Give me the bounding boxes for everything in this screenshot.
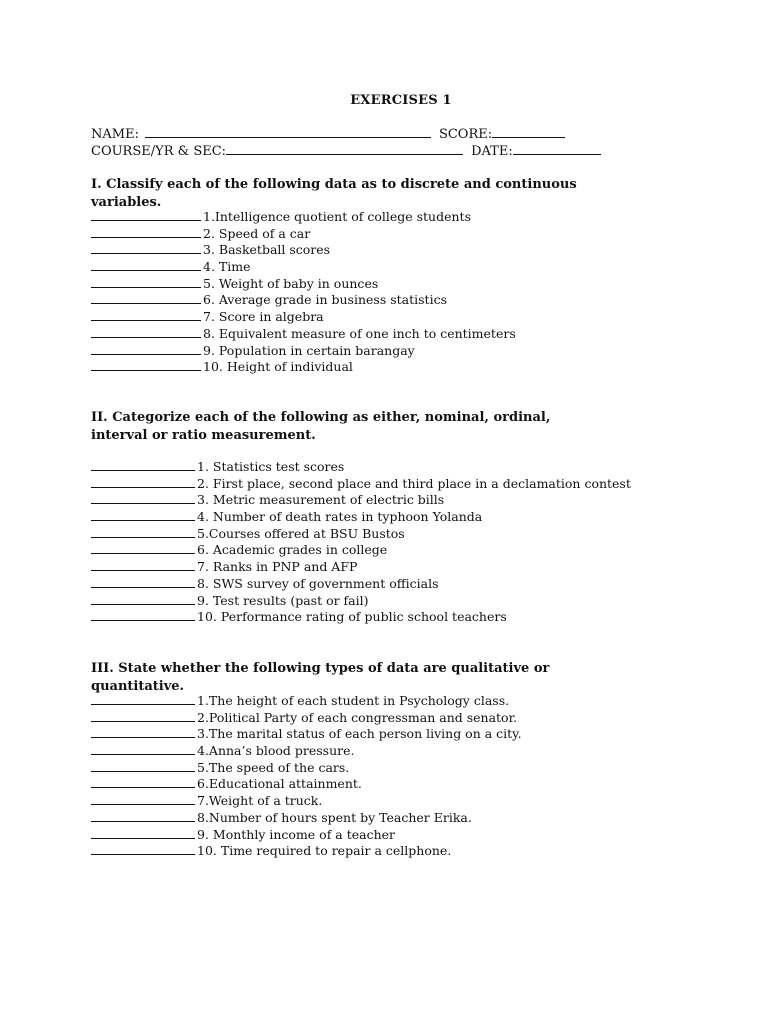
list-item — [91, 726, 522, 743]
answer-blank[interactable] — [91, 276, 201, 288]
section-3-instruction: III. State whether the following types of data are qualitative or quantitative. — [91, 661, 550, 694]
item-text: 5.Courses offered at BSU Bustos — [197, 525, 405, 541]
date-field[interactable] — [513, 143, 601, 155]
list-item — [91, 492, 631, 509]
item-text: 6. Average grade in business statistics — [203, 292, 447, 308]
list-item — [91, 209, 516, 226]
answer-blank[interactable] — [91, 593, 195, 605]
item-text: 3.The marital status of each person living on a city. — [197, 726, 522, 742]
item-text: 9. Test results (past or fail) — [197, 592, 369, 608]
list-item — [91, 827, 522, 844]
item-text: 2. Speed of a car — [203, 225, 311, 241]
item-text: 10. Height of individual — [203, 359, 353, 375]
item-text: 3. Basketball scores — [203, 242, 331, 258]
list-item — [91, 710, 522, 727]
item-text: 7. Ranks in PNP and AFP — [197, 559, 358, 575]
list-item — [91, 509, 631, 526]
answer-blank[interactable] — [91, 609, 195, 621]
answer-blank[interactable] — [91, 292, 201, 304]
course-label: COURSE/YR & SEC: — [91, 144, 227, 159]
answer-blank[interactable] — [91, 743, 195, 755]
list-item — [91, 542, 631, 559]
list-item — [91, 843, 522, 860]
item-text: 7.Weight of a truck. — [197, 793, 323, 809]
answer-blank[interactable] — [91, 843, 195, 855]
answer-blank[interactable] — [91, 242, 201, 254]
item-text: 9. Population in certain barangay — [203, 342, 415, 358]
answer-blank[interactable] — [91, 559, 195, 571]
item-text: 8.Number of hours spent by Teacher Erika. — [197, 809, 472, 825]
answer-blank[interactable] — [91, 693, 195, 705]
answer-blank[interactable] — [91, 492, 195, 504]
item-text: 10. Performance rating of public school teachers — [197, 609, 507, 625]
item-text: 5. Weight of baby in ounces — [203, 275, 379, 291]
section-2-instruction: II. Categorize each of the following as either, nominal, ordinal, interval or ratio measurement. — [91, 410, 551, 443]
answer-blank[interactable] — [91, 526, 195, 538]
section-3-list — [91, 693, 522, 860]
list-item — [91, 559, 631, 576]
item-text: 6.Educational attainment. — [197, 776, 362, 792]
answer-blank[interactable] — [91, 459, 195, 471]
item-text: 2.Political Party of each congressman and senator. — [197, 709, 518, 725]
answer-blank[interactable] — [91, 309, 201, 321]
answer-blank[interactable] — [91, 359, 201, 371]
answer-blank[interactable] — [91, 810, 195, 822]
answer-blank[interactable] — [91, 476, 195, 488]
list-item — [91, 359, 516, 376]
item-text: 1. Statistics test scores — [197, 459, 345, 474]
answer-blank[interactable] — [91, 793, 195, 805]
item-text: 9. Monthly income of a teacher — [197, 826, 396, 842]
section-2-list — [91, 459, 631, 626]
list-item — [91, 326, 516, 343]
item-text: 10. Time required to repair a cellphone. — [197, 843, 452, 859]
list-item — [91, 810, 522, 827]
course-date-row — [91, 143, 601, 159]
list-item — [91, 576, 631, 593]
answer-blank[interactable] — [91, 827, 195, 839]
item-text: 8. Equivalent measure of one inch to centimeters — [203, 325, 516, 341]
answer-blank[interactable] — [91, 776, 195, 788]
item-text: 2. First place, second place and third place in a declamation contest — [197, 475, 631, 491]
list-item — [91, 343, 516, 360]
item-text: 5.The speed of the cars. — [197, 759, 350, 775]
answer-blank[interactable] — [91, 710, 195, 722]
course-field[interactable] — [226, 143, 463, 155]
answer-blank[interactable] — [91, 509, 195, 521]
list-item — [91, 743, 522, 760]
date-label: DATE: — [471, 144, 513, 159]
list-item — [91, 693, 522, 710]
section-1-instruction: I. Classify each of the following data as to discrete and continuous variables. — [91, 177, 577, 210]
list-item — [91, 526, 631, 543]
answer-blank[interactable] — [91, 576, 195, 588]
item-text: 4. Time — [203, 259, 251, 275]
item-text: 4. Number of death rates in typhoon Yolanda — [197, 509, 483, 525]
list-item — [91, 793, 522, 810]
list-item — [91, 593, 631, 610]
list-item — [91, 776, 522, 793]
list-item — [91, 476, 631, 493]
list-item — [91, 276, 516, 293]
answer-blank[interactable] — [91, 209, 201, 221]
name-score-row — [91, 126, 565, 142]
page-title: EXERCISES 1 — [350, 93, 452, 108]
answer-blank[interactable] — [91, 542, 195, 554]
item-text: 1.The height of each student in Psychology class. — [197, 693, 510, 708]
item-text: 6. Academic grades in college — [197, 542, 388, 558]
answer-blank[interactable] — [91, 259, 201, 271]
list-item — [91, 259, 516, 276]
answer-blank[interactable] — [91, 726, 195, 738]
list-item — [91, 459, 631, 476]
list-item — [91, 242, 516, 259]
item-text: 7. Score in algebra — [203, 309, 324, 325]
item-text: 8. SWS survey of government officials — [197, 575, 439, 591]
name-field[interactable] — [145, 126, 431, 138]
list-item — [91, 309, 516, 326]
item-text: 3. Metric measurement of electric bills — [197, 492, 445, 508]
score-label: SCORE: — [438, 127, 493, 142]
list-item — [91, 760, 522, 777]
name-label: NAME: — [91, 127, 139, 142]
list-item — [91, 226, 516, 243]
score-field[interactable] — [492, 126, 565, 138]
item-text: 1.Intelligence quotient of college students — [203, 209, 471, 224]
answer-blank[interactable] — [91, 343, 201, 355]
item-text: 4.Anna’s blood pressure. — [197, 743, 355, 759]
answer-blank[interactable] — [91, 226, 201, 238]
list-item — [91, 609, 631, 626]
list-item — [91, 292, 516, 309]
answer-blank[interactable] — [91, 326, 201, 338]
section-1-list — [91, 209, 516, 376]
answer-blank[interactable] — [91, 760, 195, 772]
